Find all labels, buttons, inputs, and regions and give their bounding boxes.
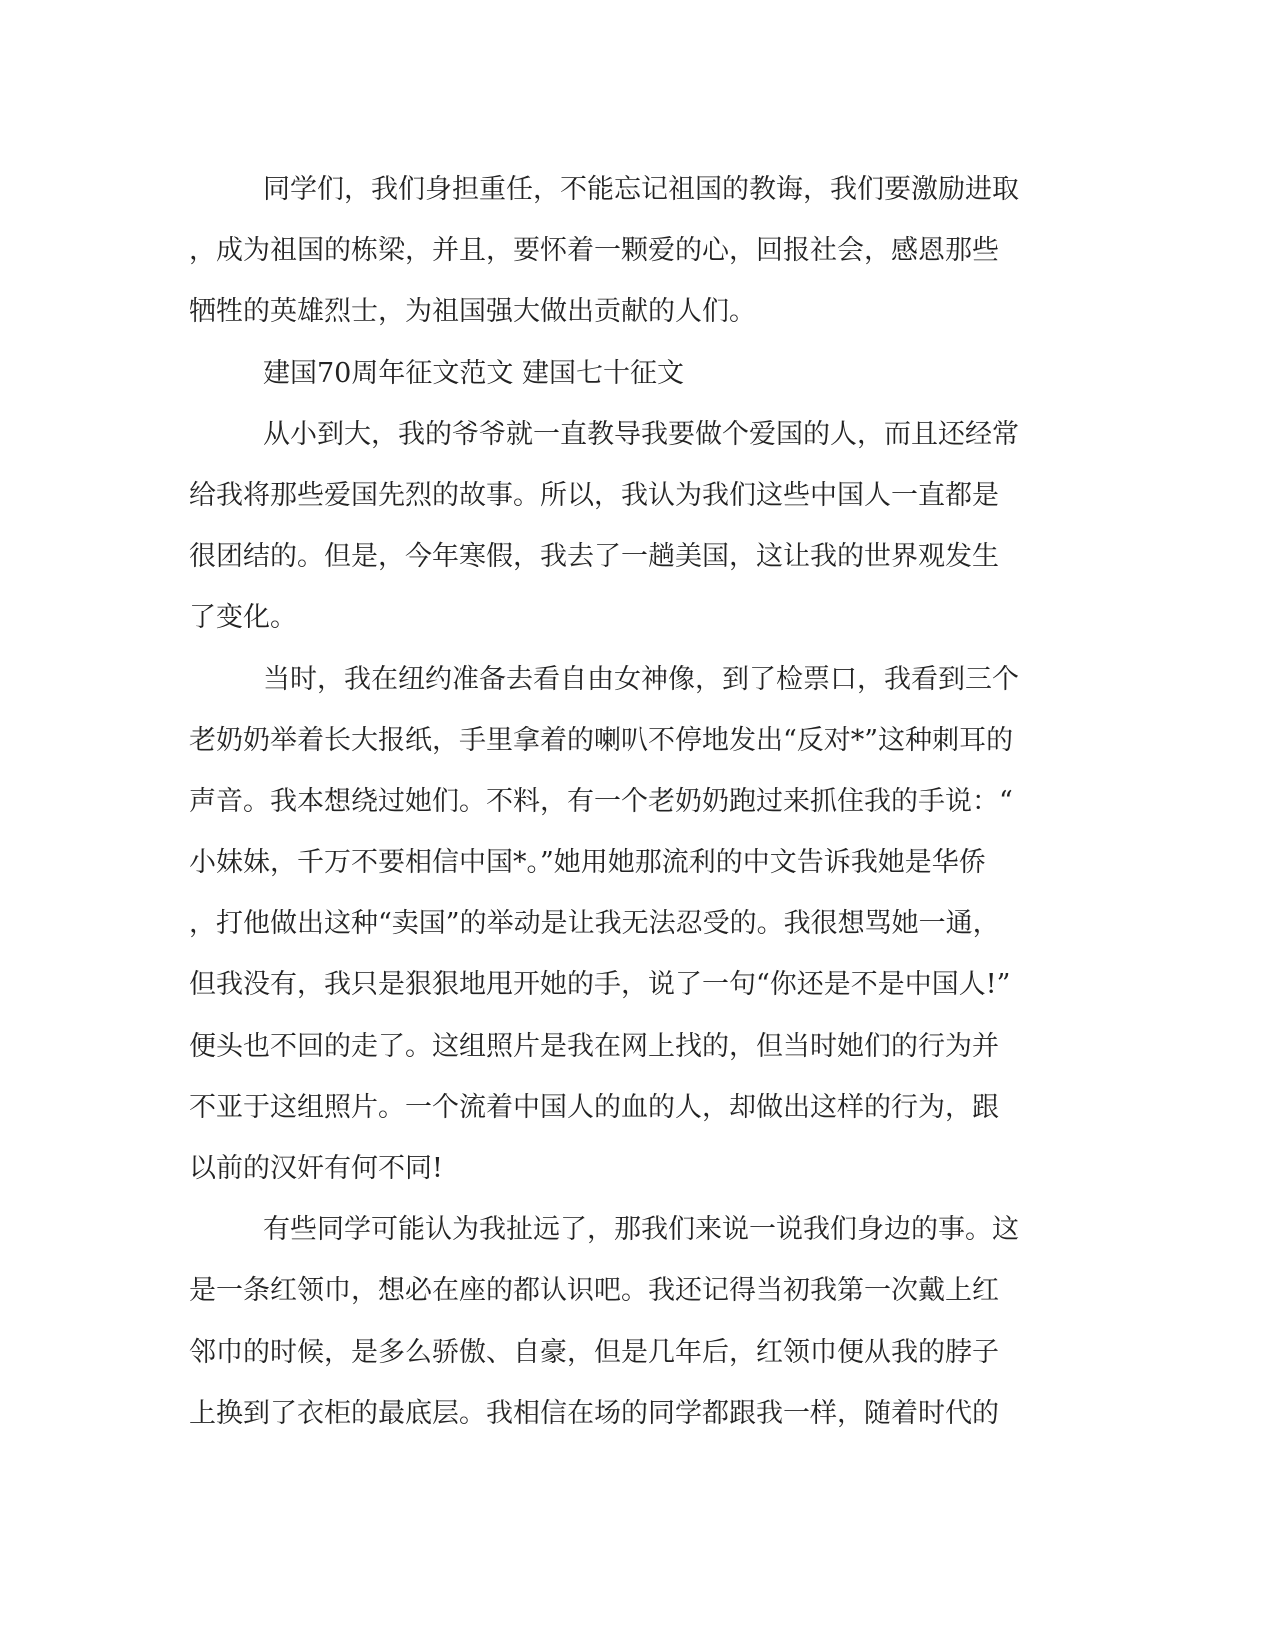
text-line: 给我将那些爱国先烈的故事。所以，我认为我们这些中国人一直都是 xyxy=(189,479,999,511)
document-body xyxy=(189,159,1069,1444)
paragraph-first-line: 从小到大，我的爷爷就一直教导我要做个爱国的人，而且还经常 xyxy=(263,418,1019,450)
text-line: ，打他做出这种“卖国”的举动是让我无法忍受的。我很想骂她一通， xyxy=(189,908,1000,940)
paragraph-first-line: 建国70周年征文范文 建国七十征文 xyxy=(263,357,684,389)
text-line: 不亚于这组照片。一个流着中国人的血的人，却做出这样的行为，跟 xyxy=(189,1091,999,1123)
text-line: 邻巾的时候，是多么骄傲、自豪，但是几年后，红领巾便从我的脖子 xyxy=(189,1336,999,1368)
text-line: 了变化。 xyxy=(189,602,297,634)
text-line: 小妹妹，千万不要相信中国*。”她用她那流利的中文告诉我她是华侨 xyxy=(189,847,986,879)
paragraph-first-line: 有些同学可能认为我扯远了，那我们来说一说我们身边的事。这 xyxy=(263,1214,1019,1246)
paragraph-first-line: 同学们，我们身担重任，不能忘记祖国的教诲，我们要激励进取 xyxy=(263,174,1019,205)
text-line: 上换到了衣柜的最底层。我相信在场的同学都跟我一样，随着时代的 xyxy=(189,1397,999,1429)
text-line: 便头也不回的走了。这组照片是我在网上找的，但当时她们的行为并 xyxy=(189,1030,999,1062)
text-line: 老奶奶举着长大报纸，手里拿着的喇叭不停地发出“反对*”这种刺耳的 xyxy=(189,724,1014,756)
text-line: 很团结的。但是，今年寒假，我去了一趟美国，这让我的世界观发生 xyxy=(189,541,999,573)
text-line: 但我没有，我只是狠狠地甩开她的手，说了一句“你还是不是中国人!” xyxy=(189,969,1011,1001)
paragraph-first-line: 当时，我在纽约准备去看自由女神像，到了检票口，我看到三个 xyxy=(263,663,1019,695)
text-line: 牺牲的英雄烈士，为祖国强大做出贡献的人们。 xyxy=(189,296,756,328)
text-line: ，成为祖国的栋梁，并且，要怀着一颗爱的心，回报社会，感恩那些 xyxy=(189,235,999,267)
text-line: 声音。我本想绕过她们。不料，有一个老奶奶跑过来抓住我的手说：“ xyxy=(189,785,1013,817)
text-line: 以前的汉奸有何不同! xyxy=(189,1153,443,1184)
text-line: 是一条红领巾，想必在座的都认识吧。我还记得当初我第一次戴上红 xyxy=(189,1275,999,1307)
